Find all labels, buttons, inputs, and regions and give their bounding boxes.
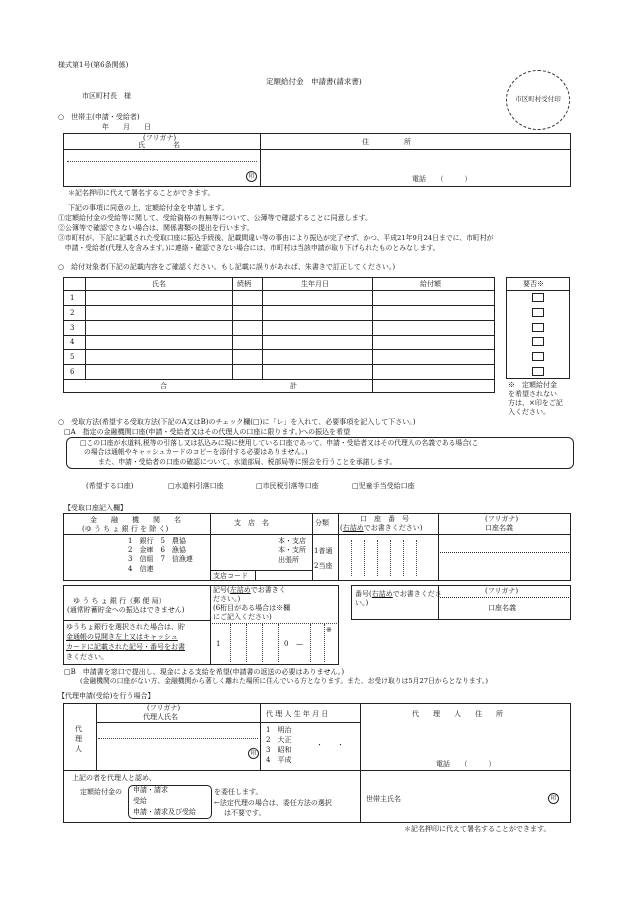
option-a-detail: また、申請・受給者の口座の確認について、水道部局、税部局等に照会を行うことを承諾します。	[98, 458, 397, 466]
delegate-suffix: を委任します。	[214, 788, 263, 796]
option-a[interactable]: □A 指定の金融機関口座(申請・受給者又はその代理人の口座に限ります。)への振込を希望	[64, 428, 351, 436]
optout-note: 方は、×印をご記	[508, 399, 563, 407]
head-seal-icon: 印	[548, 793, 559, 804]
kigo-zero-digit: 0	[284, 640, 289, 648]
householder-phone-label: 電話 （ ）	[412, 175, 472, 183]
yucho-note: きください。	[66, 653, 108, 661]
row-number: 5	[70, 353, 75, 361]
col-birthdate: 生年月日	[301, 280, 329, 288]
optout-checkbox[interactable]	[532, 323, 544, 332]
proxy-furigana-label: (フリガナ)	[147, 704, 181, 712]
consent-item-2: ②公簿等で確認できない場合は、関係書類の提出を行います。	[58, 224, 254, 232]
householder-furigana-label: (フリガナ)	[143, 134, 177, 142]
consent-item-3b: 申請・受給者(代理人を含みます。)に連絡・確認できない場合には、市町村は当該申請が取り下げられたものとみなします。	[58, 244, 440, 252]
optout-note: ※ 定額給付金	[508, 381, 557, 389]
bank-type-option[interactable]: 4 信連	[128, 565, 154, 573]
kigo-label: 記号(左詰めでお書きく	[213, 586, 286, 594]
form-title: 定額給付金 申請書(請求書)	[266, 77, 362, 86]
householder-seal-icon: 印	[246, 171, 257, 182]
era-option[interactable]: 1 明治	[266, 726, 292, 734]
receipt-heading: ○ 受取方法(希望する受取方法(下記のA又はB)のチェック欄(□)に「レ」を入れて、必要事項を記入して下さい。)	[58, 418, 416, 426]
row-number: 1	[70, 294, 75, 302]
delegate-option[interactable]: 申請・請求及び受給	[133, 808, 196, 816]
yucho-note: 金通帳の見開き左上又はキャッシュ	[66, 633, 178, 641]
proxy-address-label: 代 理 人 住 所	[412, 710, 503, 718]
account-type-option[interactable]: 2当座	[314, 562, 333, 570]
delegate-intro: 上記の者を代理人と認め、	[72, 774, 156, 782]
reception-stamp-label: 市区町村受付印	[515, 95, 561, 103]
bango-label: 番号(右詰めでお書きくださ	[355, 590, 442, 598]
kigo-first-digit: 1	[216, 640, 221, 648]
optout-checkbox[interactable]	[532, 337, 544, 346]
account-number-label: 口 座 番 号	[360, 515, 409, 523]
form-number: 様式第1号(第6条関係)	[58, 61, 129, 69]
proxy-side-label: 代理人	[75, 725, 82, 753]
kigo-label: (6桁目がある場合は※欄	[213, 604, 291, 612]
total-label-a: 合	[160, 382, 167, 390]
account-type-option[interactable]: 1普通	[314, 547, 333, 555]
householder-name-label: 氏 名	[138, 141, 180, 149]
reception-stamp-circle	[506, 70, 570, 130]
legal-proxy-note: ←法定代理の場合は、委任方法の選択	[214, 799, 332, 807]
head-name-label: 世帯主氏名	[366, 795, 401, 803]
branch-code-label: 支店コード	[213, 572, 248, 580]
delegate-prefix: 定額給付金の	[80, 788, 122, 796]
delegate-option[interactable]: 受給	[133, 797, 147, 805]
proxy-heading: 【代理申請(受給)を行う場合】	[58, 692, 155, 700]
yucho-kana-label: (フリガナ)	[485, 587, 519, 595]
total-label-b: 計	[290, 382, 297, 390]
row-number: 6	[70, 368, 75, 376]
consent-item-3a: ③市町村が、下記に記載された受取口座に振込手続後、記載間違い等の事由により振込が完了せず、かつ、平成21年9月24日までに、市町村が	[58, 234, 494, 242]
col-name: 氏名	[152, 280, 166, 288]
era-option[interactable]: 3 昭和	[266, 746, 292, 754]
yucho-note: カードに記載された記号・番号をお書	[66, 643, 185, 651]
addressee: 市区町村長 様	[82, 92, 131, 100]
yucho-sublabel: (通常貯蓄貯金への振込はできません)	[67, 606, 185, 614]
row-number: 3	[70, 324, 75, 332]
optout-checkbox[interactable]	[532, 293, 544, 302]
option-a-detail[interactable]: □この口座が水道料,税等の引落し又は払込みに現に使用している口座であって、申請・受給者又はその代理人の名義である場合(こ	[80, 439, 479, 447]
householder-heading: ○ 世帯主(申請・受給者)	[58, 113, 140, 121]
optout-header: 要否※	[523, 280, 544, 288]
col-relation: 続柄	[237, 280, 251, 288]
bango-label: い。)	[355, 599, 369, 607]
type-label: 分類	[315, 519, 329, 527]
date-line: 年 月 日	[102, 123, 151, 131]
row-number: 4	[70, 338, 75, 346]
kigo-label: ださい。)	[213, 595, 241, 603]
householder-address-label: 住 所	[362, 138, 411, 146]
branch-label: 支 店 名	[234, 519, 269, 527]
delegate-option[interactable]: 申請・請求	[133, 786, 168, 794]
child-allowance-account-checkbox[interactable]: □児童手当受給口座	[352, 482, 415, 490]
proxy-seal-icon: 印	[248, 748, 259, 759]
optout-note: を希望されない	[508, 390, 557, 398]
tax-account-checkbox[interactable]: □市民税引落等口座	[256, 482, 319, 490]
kigo-star: ※	[326, 626, 332, 634]
bank-name-sublabel: (ゆ う ち ょ 銀 行 を 除 く)	[82, 525, 169, 533]
branch-type-option[interactable]: 出張所	[278, 556, 299, 564]
col-amount: 給付額	[420, 280, 441, 288]
option-b-note: (金融機関の口座がない方、金融機関から著しく離れた場所に住んでいる方となります。また、お受け取りは5月27日からとなります。)	[80, 677, 489, 685]
yucho-label: ゆ う ち ょ 銀 行（郵 便 局）	[73, 597, 166, 605]
optout-checkbox[interactable]	[532, 367, 544, 376]
signature-note: ＊記名押印に代えて署名することができます。	[68, 189, 215, 197]
row-number: 2	[70, 309, 75, 317]
proxy-phone-label: 電話 （ ）	[436, 760, 496, 768]
optout-checkbox[interactable]	[532, 308, 544, 317]
water-account-checkbox[interactable]: □水道料引落口座	[168, 482, 224, 490]
bottom-signature-note: ＊記名押印に代えて署名することができます。	[404, 825, 551, 833]
bank-type-option[interactable]: 2 金庫 6 漁協	[128, 546, 186, 554]
optout-note: 入ください。	[508, 408, 550, 416]
consent-intro: 下記の事項に同意の上、定額給付金を申請します。	[68, 204, 229, 212]
beneficiaries-heading: ○ 給付対象者(下記の記載内容をご確認ください。もし記載に誤りがあれば、朱書きで訂正してください。)	[58, 263, 396, 271]
kigo-dash: —	[296, 640, 303, 648]
bank-type-option[interactable]: 3 信組 7 信漁連	[128, 555, 193, 563]
yucho-note: ゆうちょ銀行を選択された場合は、貯	[66, 623, 185, 631]
holder-kana-label: (フリガナ)	[485, 515, 519, 523]
era-option[interactable]: 4 平成	[266, 756, 292, 764]
legal-proxy-note: は不要です。	[224, 809, 266, 817]
bank-name-label: 金 融 機 関 名	[90, 516, 181, 524]
option-a-detail: の場合は通帳やキャッシュカードのコピーを添付する必要はありません。)	[84, 448, 308, 456]
proxy-name-label: 代理人氏名	[143, 713, 178, 721]
bank-type-option[interactable]: 1 銀行 5 農協	[128, 537, 186, 545]
branch-type-option[interactable]: 本・支店	[278, 537, 306, 545]
birth-date-dots: ・ ・	[316, 741, 344, 749]
proxy-birth-label: 代 理 人 生 年 月 日	[266, 710, 329, 718]
account-number-sublabel: (右詰めでお書きください)	[340, 524, 423, 532]
kigo-label: にご記入ください)	[213, 613, 272, 621]
era-option[interactable]: 2 大正	[266, 736, 292, 744]
hope-label: (希望する口座)	[86, 482, 134, 490]
option-b[interactable]: □B 申請書を窓口で提出し、現金による支給を希望(申請書の返送の必要はありません。)	[64, 668, 345, 676]
consent-item-1: ①定額給付金の受給等に関して、受給資格の有無等について、公簿等で確認することに同意します。	[58, 214, 373, 222]
optout-checkbox[interactable]	[532, 352, 544, 361]
yucho-holder-label: 口座名義	[488, 604, 516, 612]
account-heading: 【受取口座記入欄】	[64, 504, 127, 512]
holder-label: 口座名義	[485, 524, 513, 532]
branch-type-option[interactable]: 本・支所	[278, 546, 306, 554]
